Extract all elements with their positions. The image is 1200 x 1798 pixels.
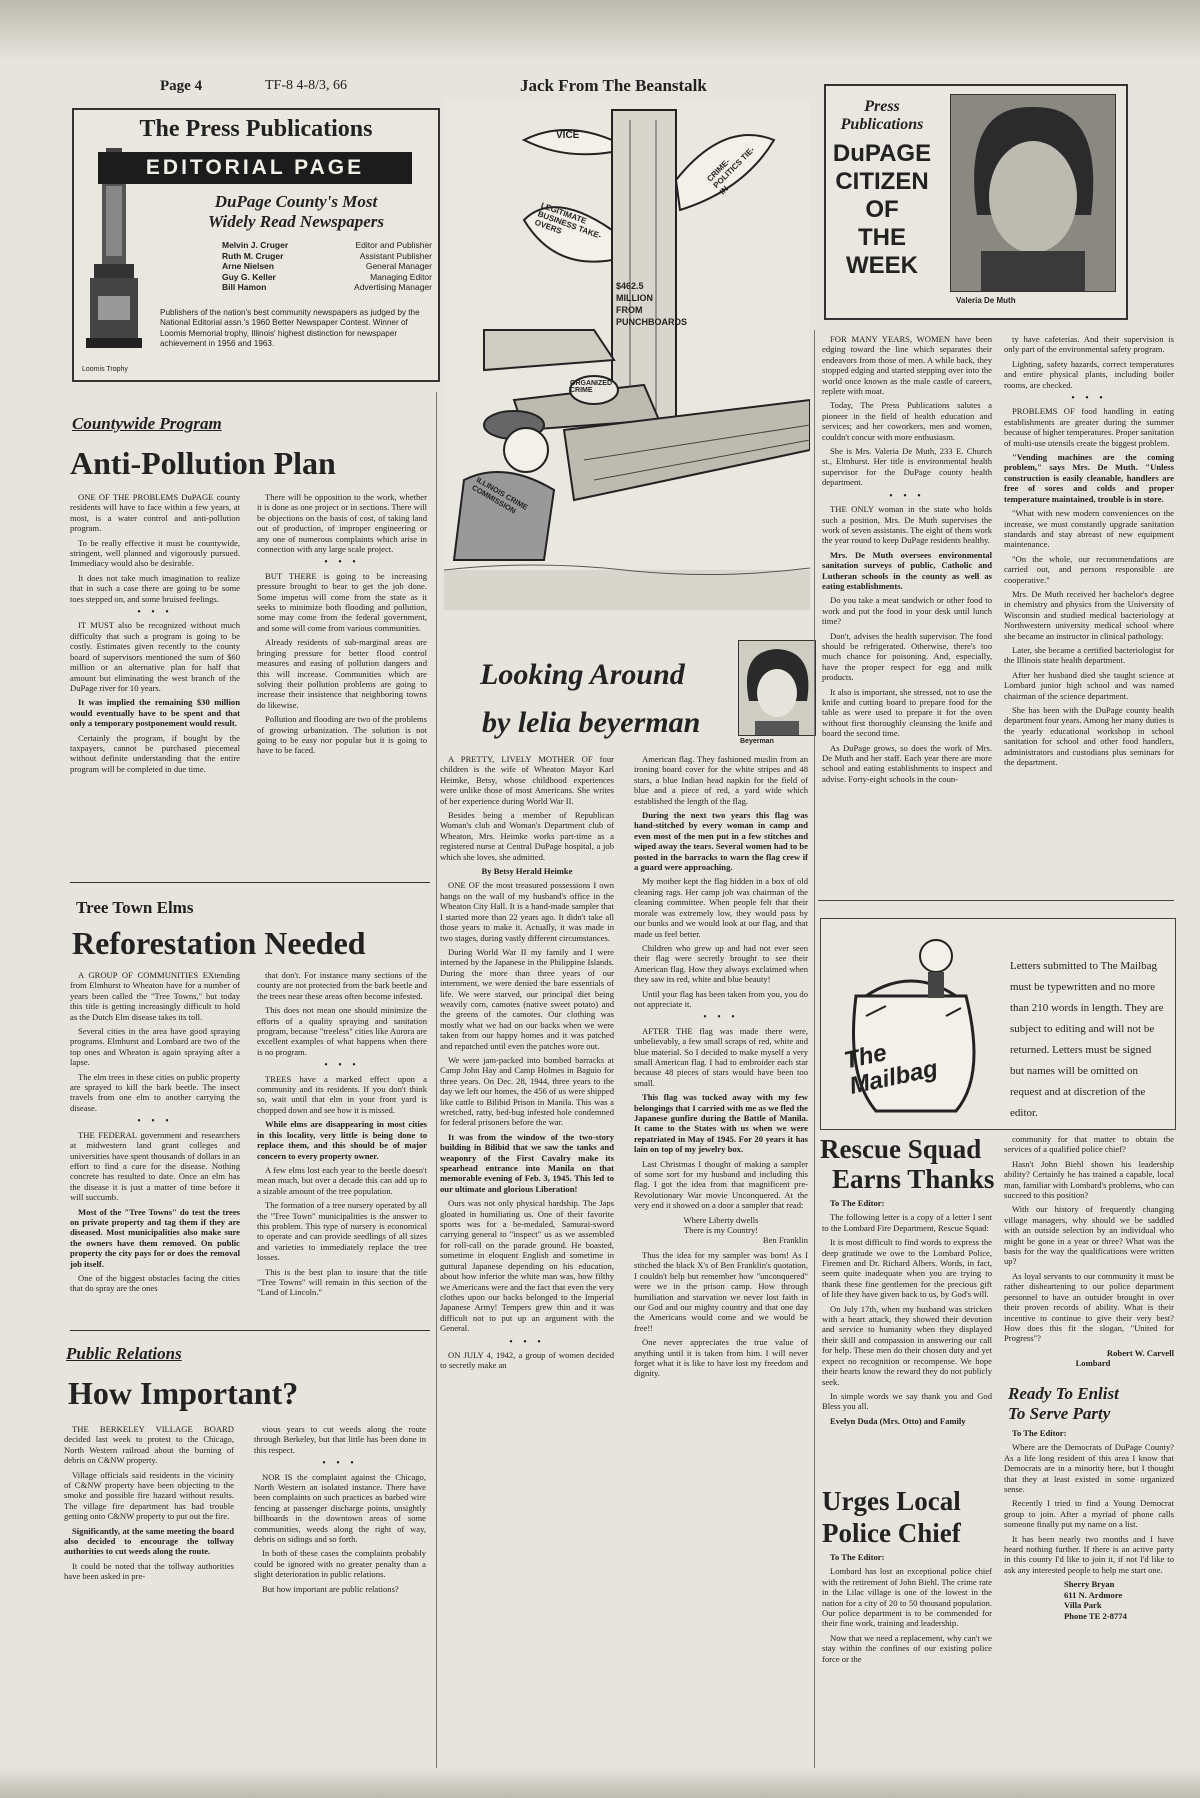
- pr-col-2: [254, 1424, 426, 1598]
- byline: By Betsy Herald Heimke: [481, 866, 573, 877]
- staff-role: Advertising Manager: [354, 282, 432, 293]
- citizen-title-line: WEEK: [846, 252, 918, 279]
- cartoon-label-crime-politics: CRIME-POLITICS TIE-IN: [705, 145, 757, 197]
- article-paragraph: THE BERKELEY VILLAGE BOARD decided last week to protest to the Chicago, North Western railroad about the burning of debris on C&NW property.: [64, 1424, 234, 1466]
- article-paragraph: THE FEDERAL government and researchers at midwestern land grant colleges and universities have spent thousands of dollars in an effort to find a cure for the disease. Nothing concrete has resulted to date. Once an elm has the disease it is just a matter of time before it will succumb.: [70, 1129, 240, 1203]
- party-body: [1004, 1428, 1174, 1621]
- separator-dots: • • •: [324, 1060, 360, 1072]
- letter-paragraph: In simple words we say thank you and God Bless you all.: [822, 1390, 992, 1412]
- article-paragraph: The formation of a tree nursery operated by all the "Tree Town" municipalities is the answer to this problem. This type of nursery is economical to operate and can provide seedlings of all sizes and varieties to immediately replace the tree losses.: [257, 1200, 427, 1263]
- article-paragraph: THE ONLY woman in the state who holds such a position, Mrs. De Muth supervises the work of seven assistants. The eight of them work the year round to keep DuPage residents healthy.: [822, 504, 992, 546]
- citizen-title-line: DuPAGE: [832, 140, 932, 167]
- looking-col-1: [440, 754, 614, 1375]
- separator-dots: • • •: [509, 1336, 545, 1348]
- letter-paragraph: Hasn't John Biehl shown his leadership ability? Certainly he has trained a capable, local man, familiar with Lombard's problems, who can succeed to this position?: [1004, 1158, 1174, 1201]
- separator-dots: • • •: [324, 557, 360, 569]
- article-paragraph: ONE OF THE PROBLEMS DuPAGE county residents will have to face within a few years, at most, is a water control and anti-pollution program.: [70, 492, 240, 534]
- article-paragraph: Ours was not only physical hardship. The Japs gloated in humiliating us. One of their favorite sports was for a be-medaled, Samurai-sword carrying general to "inspect" us as we assembled for roll-call on the parade ground. He boasted, sometime in eloquent English and sometime in guttural Japanese depending on his education, about how inferior the white man was, how filthy we Americans were and the fact that even the very clothes upon our backs belonged to the Imperial Japanese Army! Tempers grew thin and it was difficult not to put up an argument with the General.: [440, 1198, 614, 1334]
- cartoon-label-business: LEGITIMATE BUSINESS TAKE-OVERS: [533, 200, 603, 241]
- staff-name: Ruth M. Cruger: [222, 250, 284, 261]
- article-paragraph: Already residents of sub-marginal areas are bringing pressure for better flood control measures and easing of pollution dangers and this will increase. Communities which are solving their pollution problems are going to increase their insistence that neighboring towns do likewise.: [257, 637, 427, 710]
- elms-col-2: [257, 970, 427, 1302]
- editorial-tagline-2: Widely Read Newspapers: [208, 212, 384, 231]
- demuth-photo: [950, 94, 1116, 292]
- article-paragraph: Children who grew up and had not ever seen their flag were secretly brought to see their American flag. How they always exclaimed when they saw its red, white and blue beauty!: [634, 942, 808, 985]
- elms-headline: Reforestation Needed: [72, 925, 366, 961]
- mailbag-art-label: The Mailbag: [841, 1039, 941, 1100]
- looking-title-1: Looking Around: [480, 658, 685, 691]
- letter-paragraph: Now that we need a replacement, why can't we stay within the confines of our existing police force or the: [822, 1632, 992, 1664]
- citizen-title-line: CITIZEN: [835, 168, 929, 195]
- article-paragraph: It was implied the remaining $30 million would eventually have to be spent and that only a temporary postponement would result.: [70, 697, 240, 729]
- article-paragraph: FOR MANY YEARS, WOMEN have been edging toward the line which separates their endeavors from those of men. A while back, they stopped edging and started stepping over into the world once known as the male castle of careers, replete with moat.: [822, 334, 992, 397]
- signature-line: Phone TE 2-8774: [1064, 1610, 1127, 1621]
- staff-role: Assistant Publisher: [359, 250, 432, 261]
- article-paragraph: "What with new modern conveniences on the increase, we must constantly upgrade sanitation standards and stay abreast of new equipment maintenance.: [1004, 508, 1174, 550]
- cartoon-title: Jack From The Beanstalk: [520, 76, 707, 95]
- police-body: [822, 1552, 992, 1668]
- signature-block: [1064, 1579, 1174, 1621]
- article-paragraph: AFTER THE flag was made there were, unbelievably, a few small scraps of red, white and blue material. So I decided to make myself a very small American flag. I had to embroider each star because 48 pieces of stars would have been too small.: [634, 1025, 808, 1088]
- editorial-masthead-box: [72, 108, 440, 382]
- letter-paragraph: Lombard has lost an exceptional police chief with the retirement of John Biehl. The crime rate in the Lilac village is one of the lowest in the nation for a city of 20 to 50 thousand population. Our police department is to be commended for their fine work, training and leadership.: [822, 1566, 992, 1629]
- article-paragraph: But how important are public relations?: [262, 1583, 399, 1594]
- citizen-col-2: [1004, 334, 1174, 771]
- staff-list: [222, 240, 432, 293]
- article-paragraph: In both of these cases the complaints probably could be ignored with no greater penalty than a slight deterioration in public relations.: [254, 1548, 426, 1580]
- article-paragraph: Today, The Press Publications salutes a pioneer in the field of health education and services; and her coworkers, men and women, couldn't concur with more enthusiasm.: [822, 400, 992, 442]
- article-paragraph: Certainly the program, if bought by the taxpayers, cannot be purchased piecemeal without definite understanding that the entire program will be completed in due time.: [70, 732, 240, 774]
- article-paragraph: There will be opposition to the work, whether it is done as one project or in sections. There will be objections on the basis of cost, of taking land out of production, of improper engineering or any one of numerous complaints which arise in connection with any large scale project.: [257, 492, 427, 555]
- staff-name: Guy G. Keller: [222, 271, 276, 282]
- pr-kicker: Public Relations: [66, 1344, 182, 1363]
- article-paragraph: A few elms lost each year to the beetle doesn't mean much, but over a decade this can add up to a sizable amount of the tree population.: [257, 1164, 427, 1196]
- article-paragraph: ty have cafeterias. And their supervision is only part of the environmental safety program.: [1004, 334, 1174, 355]
- article-paragraph: Pollution and flooding are two of the problems of growing urbanization. The solution is not going to be easy nor popular but it is going to have to be faced.: [257, 714, 427, 756]
- separator-dots: • • •: [322, 1458, 358, 1470]
- editorial-publisher-line: The Press Publications: [139, 116, 373, 142]
- article-paragraph: "On the whole, our recommendations are carried out, and persons responsible are cooperative.": [1004, 553, 1174, 585]
- separator-dots: • • •: [1071, 393, 1107, 405]
- letter-signature-town: Lombard: [1075, 1358, 1111, 1369]
- article-paragraph: As DuPage grows, so does the work of Mrs. De Muth and her staff. Each year there are more school and eating establishments to inspect and advise. Forty-eight schools in the coun-: [822, 742, 992, 784]
- article-paragraph: Several cities in the area have good spraying programs. Elmhurst and Lombard are two of the top ones and Wheaton is again spraying after a lapse.: [70, 1026, 240, 1068]
- section-divider: [818, 900, 1174, 901]
- article-paragraph: It was from the window of the two-story building in Bilibid that we saw the tanks and weaponry of the First Cavalry make its spearhead entrance into Manila on that memorable evening of Feb. 3, 1945. This led to our ultimate and glorious Liberation!: [440, 1131, 614, 1194]
- article-paragraph: We were jam-packed into bombed barracks at Camp John Hay and Camp Holmes in Baguio for three years. On Dec. 28, 1944, three years to the day we left our homes, the 456 of us were shipped like cattle to Bilibid Prison in Manila. This was a wretched, ratty, bed-bug infested hole condemned for federal prisoners before the war.: [440, 1054, 614, 1128]
- letter-paragraph: It is most difficult to find words to express the deep gratitude we owe to the Lombard Police, Firemen and Dr. Richard Albers. Words, in fact, seem quite inadequate when you are trying to thank these fine gentlemen for the precious gift of life they have given back to us, by God's will.: [822, 1237, 992, 1300]
- staff-name: Melvin J. Cruger: [222, 240, 289, 250]
- rescue-body: [822, 1198, 992, 1430]
- mailbag-policy: Letters submitted to The Mailbag must be typewritten and no more than 210 words in length. They are subject to editing and will not be returned. Letters must be signed but names will be omitted on request and at discretion of the editor.: [1010, 960, 1164, 1119]
- police-headline-1: Urges Local: [822, 1486, 961, 1516]
- article-paragraph: PROBLEMS OF food handling in eating establishments are greater during the summer because of higher temperatures. Proper sanitation of multi-use utensils create the biggest problem.: [1004, 406, 1174, 448]
- rescue-headline-1: Rescue Squad: [820, 1134, 982, 1164]
- pr-col-1: [64, 1424, 234, 1586]
- section-divider: [70, 882, 430, 883]
- article-paragraph: that don't. For instance many sections of the county are not protected from the bark beetle and the trees near these areas often become infested.: [257, 970, 427, 1001]
- citizen-press-label: Press: [864, 98, 900, 115]
- citizen-title-line: THE: [858, 224, 906, 251]
- article-paragraph: It also is important, she stressed, not to use the knife and cutting board to prepare food for the table as were used to prepare it for the oven without first thoroughly cleansing the knife and board the second time.: [822, 686, 992, 739]
- article-paragraph: Most of the "Tree Towns" do test the trees on private property and tag them if they are diseased. Most municipalities also make sure the owners have them removed. On public property the city pays for or does the removal job itself.: [70, 1206, 240, 1269]
- article-paragraph: During World War II my family and I were interned by the Japanese in the Philippine Islands. During the more than three years of our internment, we were denied the bare essentials of life. We were starved, our principal diet being weavily corn, camotes (native sweet potato) and the greens of the camotes. Our clothing was mostly what we had on our backs when we were taken from our happy homes and it was patched and repatched until even the patches wore out.: [440, 946, 614, 1051]
- rescue-headline-2: Earns Thanks: [832, 1164, 995, 1194]
- letter-paragraph: With our history of frequently changing village managers, why should we be saddled with an outside selection by an individual who might be gone in a year or three? What was the basis for the way the qualifications were written up?: [1004, 1204, 1174, 1267]
- staff-role: Managing Editor: [370, 271, 432, 282]
- looking-title-2: by lelia beyerman: [482, 706, 701, 739]
- article-paragraph: The elm trees in these cities on public property are sprayed to kill the bark beetle. The insect travels from one elm to another carrying the disease.: [70, 1071, 240, 1113]
- separator-dots: • • •: [889, 490, 925, 502]
- letter-signature: Robert W. Carvell: [1106, 1347, 1174, 1358]
- separator-dots: • • •: [137, 607, 173, 619]
- page-top-edge: [0, 0, 1200, 60]
- article-paragraph: TREES have a marked effect upon a community and its residents. If you don't think so, wait until that elm in your front yard is chopped down and see how it is missed.: [257, 1073, 427, 1115]
- article-paragraph: Last Christmas I thought of making a sampler of some sort for my husband and including this flag. I got the idea from that magnificent pre-Revolutionary War movie Unconquered. At the very end it showed on a door a sampler that read:: [634, 1158, 808, 1211]
- citizen-title-line: OF: [865, 196, 899, 223]
- article-paragraph: ON JULY 4, 1942, a group of women decided to secretly make an: [440, 1349, 614, 1371]
- article-paragraph: NOR IS the complaint against the Chicago, North Western an isolated instance. There have been complaints on such practices as barbed wire fencing at passenger discharge points, unsightly billboards in the downtown areas of some communities, weeds along the right of way, debris on sidings and so forth.: [254, 1471, 426, 1545]
- letter-paragraph: It has been nearly two months and I have heard nothing further. If there is an active party in this county I'd like to join it, if not I'd like to ask any interested people to help me start one.: [1004, 1533, 1174, 1575]
- editorial-banner-text: EDITORIAL PAGE: [145, 156, 365, 179]
- article-paragraph: Significantly, at the same meeting the board also decided to encourage the tollway authorities to cut weeds along the route.: [64, 1525, 234, 1557]
- article-paragraph: ONE OF the most treasured possessions I own hangs on the wall of my husband's office in the Wheaton City Hall. It is a hand-made sampler that I started more than 22 years ago. It didn't take all those years to make it. Actually, it was made in two stages, during vastly different circumstances.: [440, 880, 614, 943]
- article-paragraph: She has been with the DuPage county health department four years. Among her many duties is the yearly educational workshop in school sanitation for school and other food handlers, administrators and custodians plus seminars for the department.: [1004, 705, 1174, 768]
- pollution-col-2: [257, 492, 427, 760]
- editorial-tagline-1: DuPage County's Most: [214, 192, 378, 211]
- article-paragraph: One of the biggest obstacles facing the cities that do spray are the ones: [70, 1272, 240, 1294]
- article-paragraph: vious years to cut weeds along the route through Berkeley, but that little has been done in this respect.: [254, 1424, 426, 1455]
- elms-col-1: [70, 970, 240, 1298]
- article-paragraph: A PRETTY, LIVELY MOTHER OF four children is the wife of Wheaton Mayor Karl Heimke, Betsy, whose childhood experiences were unlike those of most Americans. She writes of her experience during World War II.: [440, 754, 614, 806]
- article-paragraph: During the next two years this flag was hand-stitched by every woman in camp and even most of the men put in a few stitches and wiped away the tears. Several women had to be posted in the barracks to warn the flag crew if a guard were approaching.: [634, 810, 808, 873]
- article-paragraph: "Vending machines are the coming problem," says Mrs. De Muth. "Unless construction is easily cleanable, handlers are free of sores and colds and proper temperature maintained, trouble is in store.: [1004, 452, 1174, 504]
- citizen-box: [824, 84, 1128, 320]
- article-paragraph: American flag. They fashioned muslin from an ironing board cover for the white stripes and 48 stars, a blue Indian head napkin for the field of blue and a piece of red, a yard wide which established the length of the flag.: [634, 754, 808, 806]
- letter-paragraph: On July 17th, when my husband was stricken with a heart attack, they showed their devotion and service to humanity when they displayed their skill and compassion in answering our call for help. These men do their chosen duty and yet expect no recognition or recompense. We hope their hearts know the reward they do not publicly seek.: [822, 1303, 992, 1387]
- article-paragraph: After her husband died she taught science at Lombard junior high school and was named chairman of the science department.: [1004, 669, 1174, 701]
- article-paragraph: A GROUP OF COMMUNITIES EXtending from Elmhurst to Wheaton have for a number of years been called the "Tree Towns," but today this title is getting increasingly difficult to hold as the Dutch Elm disease takes its toll.: [70, 970, 240, 1022]
- article-paragraph: She is Mrs. Valeria De Muth, 233 E. Church st., Elmhurst. Her title is environmental health supervisor for the DuPage county health department.: [822, 446, 992, 488]
- quote-line: There is my Country!: [683, 1225, 759, 1236]
- quote-line: Ben Franklin: [762, 1235, 808, 1246]
- article-paragraph: This is the best plan to insure that the title "Tree Towns" will remain in this section of the "Land of Lincoln.": [257, 1266, 427, 1298]
- separator-dots: • • •: [703, 1012, 739, 1024]
- staff-role: General Manager: [365, 261, 432, 272]
- page-label: Page 4: [160, 78, 203, 94]
- letter-paragraph: Where are the Democrats of DuPage County? As a life long resident of this area I know that Democrats are in a minority here, but I thought that they at least existed in some organized sense.: [1004, 1442, 1174, 1495]
- article-paragraph: Do you take a meat sandwich or other food to work and put the food in your desk until lunch time?: [822, 595, 992, 627]
- cartoon-label-commission: ILLINOIS CRIME COMMISSION: [470, 475, 530, 516]
- elms-kicker: Tree Town Elms: [76, 898, 194, 917]
- letter-signature: Evelyn Duda (Mrs. Otto) and Family: [830, 1415, 966, 1426]
- editorial-page-banner: [98, 152, 412, 184]
- article-paragraph: Lighting, safety hazards, correct temperatures and entire physical plants, including boiler rooms, are checked.: [1004, 358, 1174, 390]
- article-paragraph: My mother kept the flag hidden in a box of old cleaning rags. Her camp job was chairman of the cleaning committee. When people felt that their morale was extremely low, they would pass by our bunks and we would look at our flag, and that made us feel better.: [634, 876, 808, 939]
- cartoon-label-vice: VICE: [556, 130, 580, 141]
- salutation: To The Editor:: [830, 1552, 885, 1562]
- signature-line: Villa Park: [1064, 1600, 1102, 1611]
- quote-line: Where Liberty dwells: [683, 1214, 759, 1225]
- cartoon-label-organized-crime: ORGANIZED CRIME: [570, 380, 612, 394]
- column-rule: [814, 330, 815, 1770]
- beyerman-photo: [738, 640, 816, 736]
- article-paragraph: BUT THERE is going to be increasing pressure brought to bear to get the job done. Some impetus will come from the state as it seeks to minimize both flooding and pollution, some may come from the federal government, and some will come from various communities.: [257, 570, 427, 633]
- pollution-kicker: Countywide Program: [72, 414, 222, 433]
- party-headline-1: Ready To Enlist: [1008, 1384, 1119, 1403]
- section-divider: [70, 1330, 430, 1331]
- salutation: To The Editor:: [830, 1198, 885, 1208]
- staff-name: Bill Hamon: [222, 282, 267, 293]
- edition-code: TF-8 4-8/3, 66: [265, 78, 348, 93]
- citizen-col-1: [822, 334, 992, 788]
- article-paragraph: This flag was tucked away with my few belongings that I carried with me as we fled the Japanese gunfire during the Battle of Manila. It came to the States with us when we were repatriated in May of 1945. For 20 years it has lain on top of my jewelry box.: [634, 1092, 808, 1155]
- police-headline-2: Police Chief: [822, 1518, 961, 1548]
- article-paragraph: Don't, advises the health supervisor. The food should be refrigerated. Otherwise, there's too much chance for poisoning. And, especially, have the proper respect for egg and milk products.: [822, 630, 992, 683]
- staff-role: Editor and Publisher: [355, 240, 432, 250]
- cartoon-label-punchboards: $462.5 MILLION FROM PUNCHBOARDS: [616, 281, 688, 327]
- citizen-title-block: [826, 140, 938, 280]
- letter-paragraph: The following letter is a copy of a letter I sent to the Lombard Fire Department, Rescue Squad:: [822, 1212, 992, 1233]
- column-rule: [436, 392, 437, 1772]
- article-paragraph: One never appreciates the true value of anything until it is taken from him. I will never forget what it is like to have lost my freedom and dignity.: [634, 1337, 808, 1379]
- article-paragraph: It could be noted that the tollway authorities have been asked in pre-: [64, 1560, 234, 1582]
- article-paragraph: Until your flag has been taken from you, you do not appreciate it.: [634, 988, 808, 1009]
- signature-line: 611 N. Ardmore: [1064, 1589, 1123, 1600]
- police-continued: [1004, 1134, 1174, 1373]
- looking-col-2: [634, 754, 808, 1383]
- trophy-caption: Loomis Trophy: [82, 366, 128, 373]
- article-paragraph: Mrs. De Muth received her bachelor's degree in chemistry and physics from the University of Wisconsin and studied medical bacteriology at Northwestern university medical school where she became an instructor in clinical pathology.: [1004, 588, 1174, 641]
- staff-name: Arne Nielsen: [222, 261, 274, 272]
- pollution-headline: Anti-Pollution Plan: [70, 445, 336, 481]
- letter-paragraph: community for that matter to obtain the services of a qualified police chief?: [1004, 1134, 1174, 1155]
- article-paragraph: To be really effective it must be countywide, stringent, well planned and vigorously pursued. Immediacy would also be desirable.: [70, 537, 240, 569]
- article-paragraph: While elms are disappearing in most cities in this locality, very little is being done to replace them, and this should be of major concern to every property owner.: [257, 1119, 427, 1161]
- article-paragraph: This does not mean one should minimize the efforts of a quality spraying and sanitation program, because "treeless" cities like Aurora are excellent examples of what happens when there is no program.: [257, 1005, 427, 1057]
- article-paragraph: Later, she became a certified bacteriologist for the Illinois state health department.: [1004, 644, 1174, 666]
- citizen-publications-label: Publications: [840, 116, 924, 133]
- editorial-blurb: Publishers of the nation's best community newspapers as judged by the National Editorial assn.'s 1960 Better Newspaper Contest. Winner of Loomis Memorial trophy, Illinois' highest distinction for newspaper achievement in 1956 and 1963.: [160, 308, 420, 349]
- letter-paragraph: Recently I tried to find a Young Democrat group to join. After a myriad of phone calls someone finally put my name on a list.: [1004, 1498, 1174, 1530]
- article-paragraph: It does not take much imagination to realize that in such a case there are going to be some toes stepped on, and some bruised feelings.: [70, 572, 240, 604]
- signature-line: Sherry Bryan: [1064, 1579, 1115, 1590]
- editorial-cartoon: [444, 100, 810, 610]
- party-headline-2: To Serve Party: [1008, 1404, 1111, 1423]
- beyerman-caption: Beyerman: [740, 738, 774, 745]
- article-paragraph: IT MUST also be recognized without much difficulty that such a program is going to be costly. Estimates given recently to the county board of supervisors mentioned the sum of $60 million or an alternative plan for half that amount but eliminating the west branch of the DuPage river for 10 years.: [70, 620, 240, 693]
- pollution-col-1: [70, 492, 240, 778]
- article-paragraph: Thus the idea for my sampler was born! As I stitched the black X's of Ben Franklin's quotation, I couldn't help but remember how "unconquered" were we in the prison camp. How through humiliation and starvation we never lost faith in our God and our mighty country and that one day the Americans would come and we would be free!!: [634, 1249, 808, 1333]
- salutation: To The Editor:: [1012, 1428, 1067, 1438]
- article-paragraph: Besides being a member of Republican Woman's club and Woman's Department club of Wheaton, Mrs. Heimke works part-time as a registered nurse at Central DuPage hospital, a job which she loves, she admitted.: [440, 810, 614, 862]
- page-bottom-edge: [0, 1768, 1200, 1798]
- letter-paragraph: As loyal servants to our community it must be rather disheartening to our police department personnel to have an outsider brought in over their proven records of ability. What is their incentive to continue to give their very best? How does this fit the slogan, "United for Progress"?: [1004, 1270, 1174, 1344]
- article-paragraph: Village officials said residents in the vicinity of C&NW property have been objecting to the smoke and possible fire hazard without results. The village fire department has had trouble getting onto C&NW property to put out the fire.: [64, 1469, 234, 1522]
- pr-headline: How Important?: [68, 1375, 299, 1411]
- article-paragraph: Mrs. De Muth oversees environmental sanitation surveys of public, Catholic and Lutheran schools in the county as well as eating establishments.: [822, 549, 992, 591]
- demuth-caption: Valeria De Muth: [956, 296, 1016, 305]
- separator-dots: • • •: [137, 1116, 173, 1128]
